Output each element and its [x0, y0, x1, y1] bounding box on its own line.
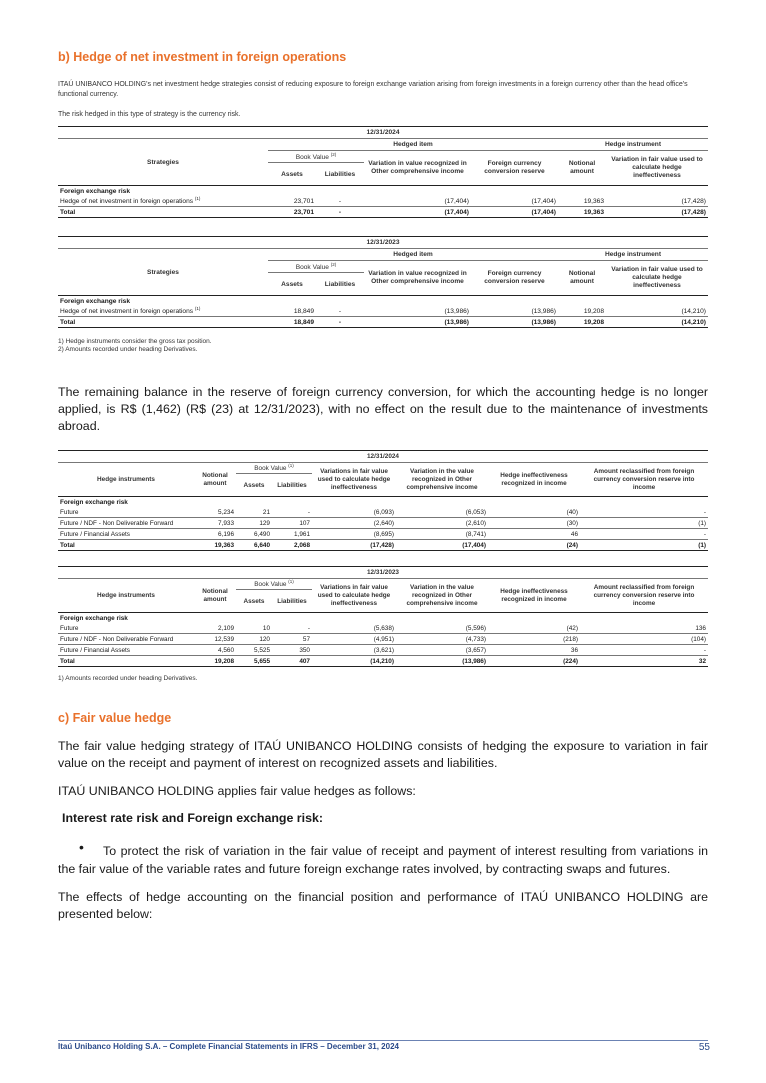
liabilities-header: Liabilities	[277, 481, 307, 489]
cell: (17,404)	[396, 540, 488, 551]
row-label: Future	[58, 623, 194, 634]
book-value-header: Book Value $^{(2)}$	[268, 261, 364, 273]
table-row	[58, 645, 708, 656]
cell: -	[272, 623, 312, 634]
table1-date-2023: 12/31/2023	[58, 237, 708, 249]
variation-oci-header: Variation in the value recognized in Other comprehensive income	[406, 583, 478, 607]
cell: -	[580, 645, 708, 656]
liabilities-header: Liabilities	[277, 597, 307, 605]
cell: 18,849	[268, 317, 316, 328]
cell: (3,621)	[312, 645, 396, 656]
book-value-header: Book Value $^{(1)}$	[236, 579, 312, 590]
cell: (17,404)	[364, 196, 471, 207]
section-c-title: c) Fair value hedge	[58, 711, 172, 725]
instruments-header: Hedge instruments	[97, 476, 155, 483]
cell: 19,208	[558, 317, 606, 328]
table1-note-1: 1) Hedge instruments consider the gross tax position.	[58, 338, 212, 345]
fx-reserve-header: Foreign currency conversion reserve	[484, 270, 545, 285]
strategies-header: Strategies	[147, 158, 179, 166]
variation-fv-header: Variation in fair value used to calculate hedge ineffectiveness	[611, 266, 703, 289]
cell: (17,404)	[471, 196, 558, 207]
section-c-subheading: Interest rate risk and Foreign exchange risk:	[62, 811, 323, 825]
cell: 6,640	[236, 540, 272, 551]
group-label: Foreign exchange risk	[58, 296, 268, 307]
assets-header: Assets	[281, 170, 303, 178]
cell: (6,053)	[396, 507, 488, 518]
net-investment-hedge-table-2024	[58, 126, 708, 218]
cell: 4,560	[194, 645, 236, 656]
footer-divider	[58, 1040, 708, 1041]
cell: (1)	[580, 518, 708, 529]
variation-oci-header: Variation in value recognized in Other comprehensive income	[368, 160, 467, 175]
cell: (224)	[488, 656, 580, 667]
ineffectiveness-header: Hedge ineffectiveness recognized in income	[500, 587, 568, 603]
notional-header: Notional amount	[568, 160, 596, 175]
cell: -	[316, 196, 364, 207]
cell: (13,986)	[364, 317, 471, 328]
cell: 19,208	[194, 656, 236, 667]
group-label: Foreign exchange risk	[58, 497, 194, 508]
row-label: Future / NDF - Non Deliverable Forward	[58, 634, 194, 645]
cell: 136	[580, 623, 708, 634]
total-label: Total	[58, 656, 194, 667]
cell: (17,428)	[312, 540, 396, 551]
section-c-paragraph-3: The effects of hedge accounting on the financial position and performance of ITAÚ UNIBANCO HOLDING are presented below:	[58, 890, 708, 921]
cell: 23,701	[268, 207, 316, 218]
cell: (4,733)	[396, 634, 488, 645]
reclassified-header: Amount reclassified from foreign currency conversion reserve into income	[593, 467, 695, 491]
book-value-header: Book Value $^{(2)}$	[268, 151, 364, 163]
assets-header: Assets	[243, 481, 265, 489]
row-label: Future / Financial Assets	[58, 645, 194, 656]
cell: (2,640)	[312, 518, 396, 529]
row-label: Future / NDF - Non Deliverable Forward	[58, 518, 194, 529]
table-row	[58, 634, 708, 645]
cell: 12,539	[194, 634, 236, 645]
cell: 19,363	[558, 207, 606, 218]
cell: 19,208	[558, 306, 606, 317]
total-label: Total	[58, 317, 268, 328]
cell: 10	[236, 623, 272, 634]
variation-fv-header: Variation in fair value used to calculate hedge ineffectiveness	[611, 156, 703, 179]
variation-oci-header: Variation in the value recognized in Other comprehensive income	[406, 467, 478, 491]
total-row	[58, 656, 708, 667]
section-c-paragraph-2: ITAÚ UNIBANCO HOLDING applies fair value hedges as follows:	[58, 784, 416, 798]
table2-date-2024: 12/31/2024	[58, 451, 708, 463]
cell: (1)	[580, 540, 708, 551]
cell: (8,741)	[396, 529, 488, 540]
row-label: Hedge of net investment in foreign operations $^{(1)}$	[58, 306, 268, 317]
instruments-header: Hedge instruments	[97, 592, 155, 599]
footer-title: Itaú Unibanco Holding S.A. – Complete Financial Statements in IFRS – December 31, 2024	[58, 1042, 399, 1051]
hedge-instrument-header: Hedge instrument	[558, 139, 708, 151]
cell: 19,363	[194, 540, 236, 551]
row-label: Future / Financial Assets	[58, 529, 194, 540]
cell: -	[580, 507, 708, 518]
bullet-icon: •	[79, 839, 84, 855]
cell: (17,404)	[364, 207, 471, 218]
cell: (218)	[488, 634, 580, 645]
group-label: Foreign exchange risk	[58, 186, 268, 197]
hedged-item-header: Hedged item	[268, 249, 558, 261]
notional-header: Notional amount	[202, 471, 228, 487]
cell: (13,986)	[396, 656, 488, 667]
section-c-bullet-text: To protect the risk of variation in the fair value of receipt and payment of interest resulting from variations in the fair value of the variable rates and future foreign exchange rates involved, by contracting swaps and futures.	[58, 844, 708, 876]
cell: (13,986)	[471, 317, 558, 328]
reclassified-header: Amount reclassified from foreign currency conversion reserve into income	[593, 583, 695, 607]
cell: -	[316, 306, 364, 317]
cell: 57	[272, 634, 312, 645]
cell: (14,210)	[312, 656, 396, 667]
assets-header: Assets	[281, 280, 303, 288]
cell: 7,933	[194, 518, 236, 529]
cell: 5,525	[236, 645, 272, 656]
variation-fv-header: Variations in fair value used to calculate hedge ineffectiveness	[317, 583, 391, 607]
cell: 6,490	[236, 529, 272, 540]
cell: 5,234	[194, 507, 236, 518]
cell: (104)	[580, 634, 708, 645]
cell: 46	[488, 529, 580, 540]
cell: (5,596)	[396, 623, 488, 634]
page-number: 55	[698, 1042, 710, 1053]
remaining-balance-paragraph: The remaining balance in the reserve of foreign currency conversion, for which the accounting hedge is no longer applied, is R$ (1,462) (R$ (23) at 12/31/2023), with no effect on the result due to the maintenance of investments abroad.	[58, 385, 708, 433]
section-c-paragraph-1: The fair value hedging strategy of ITAÚ UNIBANCO HOLDING consists of hedging the exposure to variation in fair value on the receipt and payment of interest on recognized assets and liabilities.	[58, 739, 708, 770]
cell: -	[580, 529, 708, 540]
variation-oci-header: Variation in value recognized in Other comprehensive income	[368, 270, 467, 285]
cell: 350	[272, 645, 312, 656]
cell: 2,068	[272, 540, 312, 551]
cell: 107	[272, 518, 312, 529]
liabilities-header: Liabilities	[324, 280, 356, 288]
notional-header: Notional amount	[202, 587, 228, 603]
table1-note-2: 2) Amounts recorded under heading Derivatives.	[58, 346, 198, 353]
total-label: Total	[58, 207, 268, 218]
cell: (5,638)	[312, 623, 396, 634]
cell: (17,428)	[606, 207, 708, 218]
cell: 21	[236, 507, 272, 518]
cell: 36	[488, 645, 580, 656]
cell: (2,610)	[396, 518, 488, 529]
cell: (3,657)	[396, 645, 488, 656]
book-value-header: Book Value $^{(1)}$	[236, 463, 312, 474]
cell: (4,951)	[312, 634, 396, 645]
cell: (30)	[488, 518, 580, 529]
row-label: Future	[58, 507, 194, 518]
cell: (17,428)	[606, 196, 708, 207]
cell: 23,701	[268, 196, 316, 207]
cell: 5,655	[236, 656, 272, 667]
cell: (14,210)	[606, 317, 708, 328]
hedged-item-header: Hedged item	[268, 139, 558, 151]
table-row	[58, 507, 708, 518]
cell: (17,404)	[471, 207, 558, 218]
cell: (42)	[488, 623, 580, 634]
assets-header: Assets	[243, 597, 265, 605]
cell: -	[272, 507, 312, 518]
cell: -	[316, 207, 364, 218]
cell: 6,196	[194, 529, 236, 540]
section-b-intro: ITAÚ UNIBANCO HOLDING's net investment hedge strategies consist of reducing exposure to foreign exchange variation arising from foreign investments in a foreign currency other than the head office's functional currency.	[58, 81, 688, 98]
variation-fv-header: Variations in fair value used to calculate hedge ineffectiveness	[317, 467, 391, 491]
ineffectiveness-header: Hedge ineffectiveness recognized in income	[500, 471, 568, 487]
cell: 120	[236, 634, 272, 645]
section-b-title: b) Hedge of net investment in foreign operations	[58, 50, 347, 64]
total-row	[58, 540, 708, 551]
net-investment-hedge-table-2023	[58, 236, 708, 328]
group-label: Foreign exchange risk	[58, 613, 194, 624]
cell: 407	[272, 656, 312, 667]
table2-date-2023: 12/31/2023	[58, 567, 708, 579]
cell: (14,210)	[606, 306, 708, 317]
cell: (40)	[488, 507, 580, 518]
cell: (24)	[488, 540, 580, 551]
cell: (8,695)	[312, 529, 396, 540]
cell: 18,849	[268, 306, 316, 317]
strategies-header: Strategies	[147, 268, 179, 276]
table-row	[58, 529, 708, 540]
table2-note: 1) Amounts recorded under heading Derivatives.	[58, 675, 198, 682]
fx-reserve-header: Foreign currency conversion reserve	[484, 160, 545, 175]
cell: 1,961	[272, 529, 312, 540]
row-label: Hedge of net investment in foreign operations $^{(1)}$	[58, 196, 268, 207]
hedge-instruments-table-2023	[58, 566, 708, 667]
cell: (6,093)	[312, 507, 396, 518]
liabilities-header: Liabilities	[324, 170, 356, 178]
cell: (13,986)	[471, 306, 558, 317]
section-b-risk-note: The risk hedged in this type of strategy is the currency risk.	[58, 111, 241, 118]
hedge-instrument-header: Hedge instrument	[558, 249, 708, 261]
cell: 2,109	[194, 623, 236, 634]
cell: 19,363	[558, 196, 606, 207]
cell: 32	[580, 656, 708, 667]
cell: 129	[236, 518, 272, 529]
table-row	[58, 623, 708, 634]
total-label: Total	[58, 540, 194, 551]
notional-header: Notional amount	[568, 270, 596, 285]
cell: -	[316, 317, 364, 328]
table1-date-2024: 12/31/2024	[58, 127, 708, 139]
table-row	[58, 518, 708, 529]
cell: (13,986)	[364, 306, 471, 317]
hedge-instruments-table-2024	[58, 450, 708, 551]
